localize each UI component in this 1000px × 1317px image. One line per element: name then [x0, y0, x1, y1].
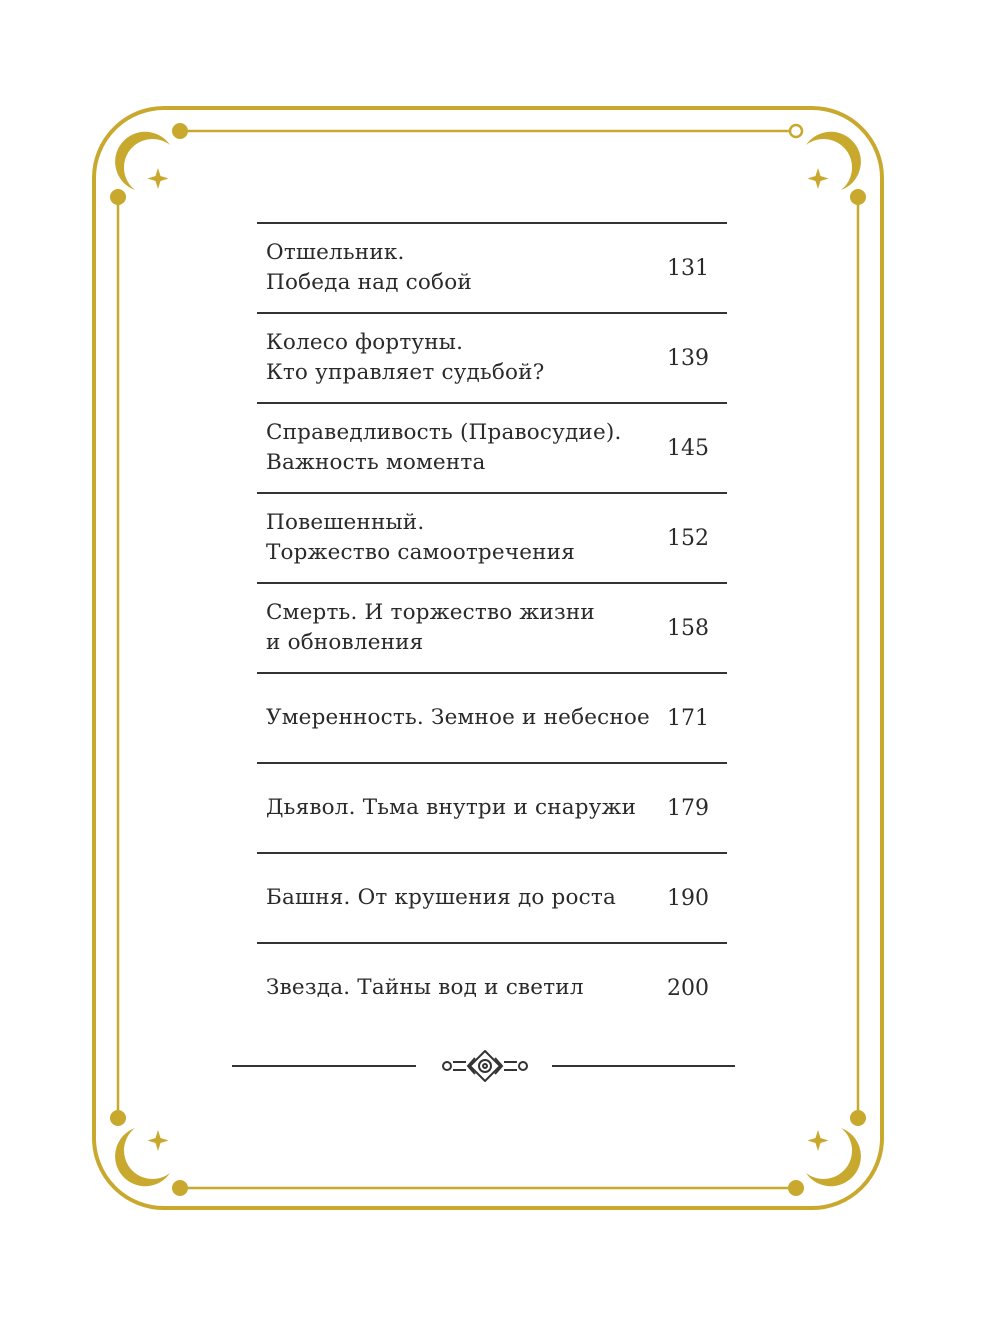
- toc-entry[interactable]: [257, 762, 727, 852]
- toc-entry[interactable]: [257, 672, 727, 762]
- toc-page-number: 171: [667, 705, 709, 731]
- toc-entry[interactable]: [257, 222, 727, 312]
- toc-entry[interactable]: [257, 312, 727, 402]
- toc-entry-title: Дьявол. Тьма внутри и снаружи: [266, 795, 637, 820]
- toc-page-number: 179: [667, 795, 709, 821]
- toc-entry-title: Звезда. Тайны вод и светил: [266, 975, 584, 1000]
- divider-ornament-icon: [232, 1050, 735, 1082]
- toc-entry-title: Справедливость (Правосудие). Важность момента: [266, 420, 622, 475]
- toc-page-number: 152: [667, 525, 709, 551]
- toc-entry-title: Повешенный. Торжество самоотречения: [266, 510, 575, 565]
- toc-page-number: 200: [667, 975, 709, 1001]
- toc-entry[interactable]: [257, 942, 727, 1032]
- toc-entry-title: Отшельник. Победа над собой: [266, 240, 472, 295]
- toc-page-number: 131: [667, 255, 709, 281]
- toc-entry-title: Колесо фортуны. Кто управляет судьбой?: [266, 330, 545, 385]
- toc-entry[interactable]: [257, 852, 727, 942]
- toc-entry[interactable]: [257, 402, 727, 492]
- toc-entry[interactable]: [257, 582, 727, 672]
- toc-entry-title: Умеренность. Земное и небесное: [266, 705, 650, 730]
- toc-page-number: 139: [667, 345, 709, 371]
- toc-entry[interactable]: [257, 492, 727, 582]
- toc-page-number: 190: [667, 885, 709, 911]
- toc-page-number: 145: [667, 435, 709, 461]
- toc-entry-title: Смерть. И торжество жизни и обновления: [266, 600, 595, 655]
- table-of-contents: [257, 222, 727, 1032]
- toc-entry-title: Башня. От крушения до роста: [266, 885, 617, 910]
- toc-page-number: 158: [667, 615, 709, 641]
